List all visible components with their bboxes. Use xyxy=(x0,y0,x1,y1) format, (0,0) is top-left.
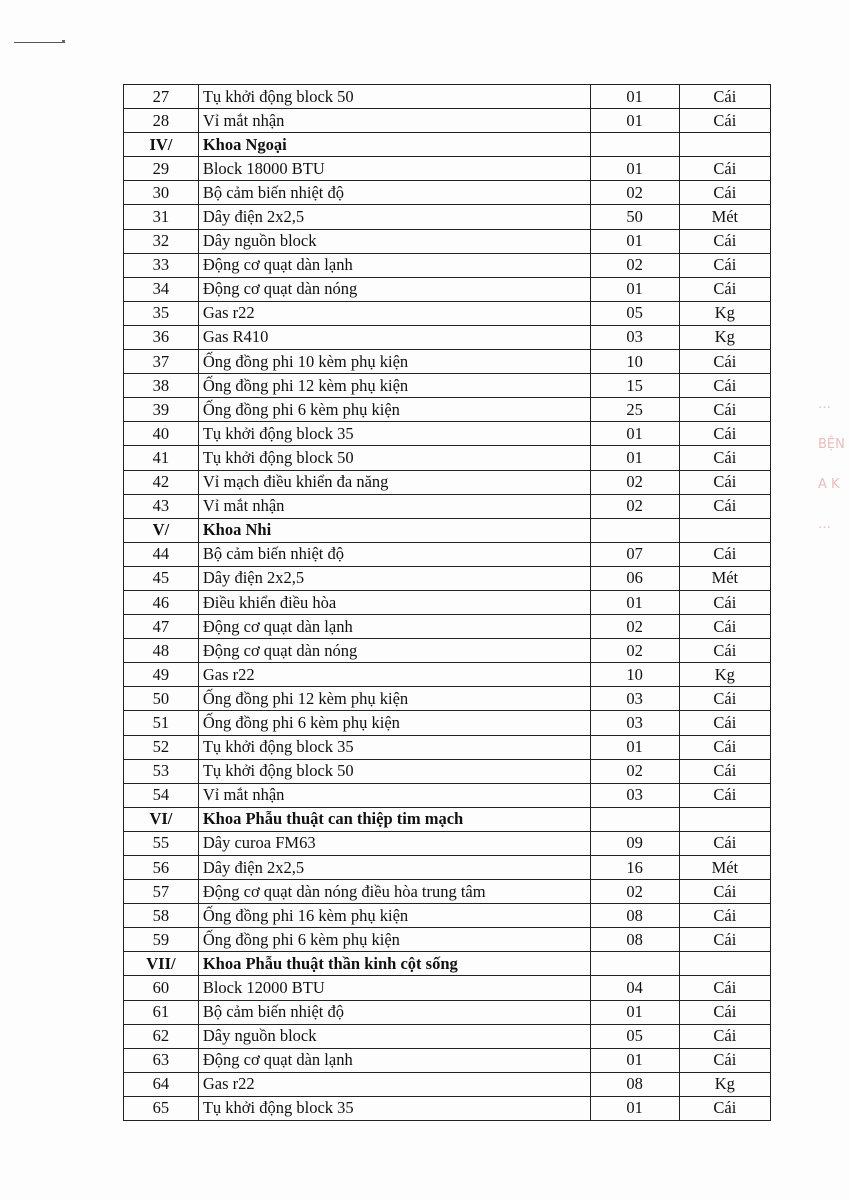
quantity-cell: 01 xyxy=(590,277,679,301)
unit-cell: Cái xyxy=(679,904,770,928)
unit-cell: Mét xyxy=(679,205,770,229)
unit-cell xyxy=(679,952,770,976)
stt-cell: 36 xyxy=(124,325,199,349)
table-row xyxy=(124,904,771,928)
stt-cell: V/ xyxy=(124,518,199,542)
unit-cell xyxy=(679,518,770,542)
quantity-cell: 03 xyxy=(590,783,679,807)
table-row xyxy=(124,1000,771,1024)
table-row xyxy=(124,1096,771,1120)
item-name-cell: Gas r22 xyxy=(198,1072,590,1096)
equipment-table xyxy=(123,84,771,1121)
table-row xyxy=(124,470,771,494)
stt-cell: 27 xyxy=(124,85,199,109)
item-name-cell: Tụ khởi động block 35 xyxy=(198,735,590,759)
stt-cell: 28 xyxy=(124,109,199,133)
item-name-cell: Ống đồng phi 6 kèm phụ kiện xyxy=(198,398,590,422)
quantity-cell: 02 xyxy=(590,494,679,518)
stt-cell: 40 xyxy=(124,422,199,446)
item-name-cell: Dây curoa FM63 xyxy=(198,831,590,855)
table-row xyxy=(124,542,771,566)
unit-cell: Kg xyxy=(679,1072,770,1096)
item-name-cell: Động cơ quạt dàn lạnh xyxy=(198,615,590,639)
stt-cell: VI/ xyxy=(124,807,199,831)
quantity-cell: 10 xyxy=(590,663,679,687)
unit-cell: Mét xyxy=(679,566,770,590)
table-row xyxy=(124,494,771,518)
section-row xyxy=(124,952,771,976)
quantity-cell: 01 xyxy=(590,85,679,109)
quantity-cell xyxy=(590,807,679,831)
table-row xyxy=(124,831,771,855)
stt-cell: 54 xyxy=(124,783,199,807)
stt-cell: 46 xyxy=(124,590,199,614)
unit-cell: Cái xyxy=(679,590,770,614)
table-row xyxy=(124,301,771,325)
table-row xyxy=(124,735,771,759)
table-row xyxy=(124,109,771,133)
unit-cell: Mét xyxy=(679,856,770,880)
stt-cell: 35 xyxy=(124,301,199,325)
quantity-cell: 01 xyxy=(590,157,679,181)
quantity-cell: 03 xyxy=(590,325,679,349)
unit-cell xyxy=(679,133,770,157)
item-name-cell: Tụ khởi động block 35 xyxy=(198,1096,590,1120)
quantity-cell: 06 xyxy=(590,566,679,590)
item-name-cell: Vỉ mắt nhận xyxy=(198,109,590,133)
item-name-cell: Vỉ mắt nhận xyxy=(198,783,590,807)
stt-cell: 59 xyxy=(124,928,199,952)
stt-cell: 55 xyxy=(124,831,199,855)
table-row xyxy=(124,350,771,374)
stt-cell: 34 xyxy=(124,277,199,301)
seal-text: A K xyxy=(818,477,840,492)
quantity-cell: 01 xyxy=(590,1048,679,1072)
unit-cell: Kg xyxy=(679,663,770,687)
quantity-cell: 08 xyxy=(590,1072,679,1096)
stt-cell: 50 xyxy=(124,687,199,711)
table-row xyxy=(124,205,771,229)
table-row xyxy=(124,325,771,349)
unit-cell: Cái xyxy=(679,109,770,133)
table-row xyxy=(124,398,771,422)
item-name-cell: Vỉ mắt nhận xyxy=(198,494,590,518)
seal-text: … xyxy=(818,517,831,532)
item-name-cell: Tụ khởi động block 50 xyxy=(198,759,590,783)
quantity-cell: 08 xyxy=(590,904,679,928)
unit-cell: Cái xyxy=(679,85,770,109)
unit-cell: Cái xyxy=(679,157,770,181)
scan-dot xyxy=(62,40,65,43)
unit-cell: Cái xyxy=(679,615,770,639)
table-row xyxy=(124,976,771,1000)
stt-cell: 52 xyxy=(124,735,199,759)
stt-cell: 42 xyxy=(124,470,199,494)
quantity-cell: 50 xyxy=(590,205,679,229)
unit-cell: Cái xyxy=(679,783,770,807)
item-name-cell: Dây điện 2x2,5 xyxy=(198,566,590,590)
stt-cell: 61 xyxy=(124,1000,199,1024)
quantity-cell: 02 xyxy=(590,759,679,783)
quantity-cell: 25 xyxy=(590,398,679,422)
table-row xyxy=(124,1072,771,1096)
unit-cell: Cái xyxy=(679,229,770,253)
item-name-cell: Động cơ quạt dàn nóng xyxy=(198,277,590,301)
item-name-cell: Dây điện 2x2,5 xyxy=(198,205,590,229)
unit-cell: Cái xyxy=(679,277,770,301)
stt-cell: 64 xyxy=(124,1072,199,1096)
unit-cell: Cái xyxy=(679,374,770,398)
stt-cell: 38 xyxy=(124,374,199,398)
unit-cell: Cái xyxy=(679,711,770,735)
quantity-cell xyxy=(590,518,679,542)
stt-cell: 29 xyxy=(124,157,199,181)
stt-cell: 45 xyxy=(124,566,199,590)
table-row xyxy=(124,615,771,639)
item-name-cell: Dây điện 2x2,5 xyxy=(198,856,590,880)
stt-cell: 48 xyxy=(124,639,199,663)
item-name-cell: Dây nguồn block xyxy=(198,1024,590,1048)
quantity-cell: 10 xyxy=(590,350,679,374)
item-name-cell: Khoa Phẫu thuật thần kinh cột sống xyxy=(198,952,590,976)
table-row xyxy=(124,1048,771,1072)
table-row xyxy=(124,783,771,807)
stt-cell: 49 xyxy=(124,663,199,687)
table-row xyxy=(124,759,771,783)
item-name-cell: Ống đồng phi 6 kèm phụ kiện xyxy=(198,928,590,952)
scan-mark xyxy=(14,42,62,43)
quantity-cell: 16 xyxy=(590,856,679,880)
unit-cell: Cái xyxy=(679,1048,770,1072)
item-name-cell: Khoa Nhi xyxy=(198,518,590,542)
table-row xyxy=(124,229,771,253)
unit-cell: Cái xyxy=(679,687,770,711)
quantity-cell: 02 xyxy=(590,615,679,639)
item-name-cell: Động cơ quạt dàn nóng xyxy=(198,639,590,663)
table-row xyxy=(124,253,771,277)
table-row xyxy=(124,422,771,446)
table-row xyxy=(124,446,771,470)
stt-cell: 39 xyxy=(124,398,199,422)
seal-text: BỆN xyxy=(818,437,845,452)
table-row xyxy=(124,687,771,711)
section-row xyxy=(124,807,771,831)
stt-cell: 51 xyxy=(124,711,199,735)
unit-cell: Cái xyxy=(679,759,770,783)
quantity-cell: 03 xyxy=(590,687,679,711)
unit-cell: Kg xyxy=(679,325,770,349)
stt-cell: VII/ xyxy=(124,952,199,976)
seal-text: … xyxy=(818,397,831,412)
unit-cell: Cái xyxy=(679,494,770,518)
quantity-cell xyxy=(590,952,679,976)
unit-cell: Cái xyxy=(679,253,770,277)
stt-cell: 30 xyxy=(124,181,199,205)
unit-cell: Cái xyxy=(679,639,770,663)
stt-cell: 53 xyxy=(124,759,199,783)
item-name-cell: Gas r22 xyxy=(198,301,590,325)
item-name-cell: Ống đồng phi 16 kèm phụ kiện xyxy=(198,904,590,928)
unit-cell: Cái xyxy=(679,735,770,759)
quantity-cell: 01 xyxy=(590,446,679,470)
section-row xyxy=(124,133,771,157)
item-name-cell: Dây nguồn block xyxy=(198,229,590,253)
table-row xyxy=(124,928,771,952)
quantity-cell: 01 xyxy=(590,590,679,614)
stt-cell: 63 xyxy=(124,1048,199,1072)
quantity-cell: 15 xyxy=(590,374,679,398)
equipment-table-body xyxy=(124,85,771,1121)
unit-cell: Cái xyxy=(679,446,770,470)
unit-cell: Cái xyxy=(679,1024,770,1048)
stt-cell: 31 xyxy=(124,205,199,229)
unit-cell: Cái xyxy=(679,976,770,1000)
item-name-cell: Gas R410 xyxy=(198,325,590,349)
item-name-cell: Ống đồng phi 12 kèm phụ kiện xyxy=(198,687,590,711)
unit-cell xyxy=(679,807,770,831)
table-row xyxy=(124,374,771,398)
item-name-cell: Block 12000 BTU xyxy=(198,976,590,1000)
table-row xyxy=(124,1024,771,1048)
item-name-cell: Ống đồng phi 6 kèm phụ kiện xyxy=(198,711,590,735)
section-row xyxy=(124,518,771,542)
unit-cell: Cái xyxy=(679,880,770,904)
quantity-cell: 01 xyxy=(590,422,679,446)
item-name-cell: Bộ cảm biến nhiệt độ xyxy=(198,181,590,205)
item-name-cell: Tụ khởi động block 50 xyxy=(198,446,590,470)
table-row xyxy=(124,181,771,205)
stt-cell: 47 xyxy=(124,615,199,639)
quantity-cell: 01 xyxy=(590,109,679,133)
table-row xyxy=(124,277,771,301)
item-name-cell: Ống đồng phi 12 kèm phụ kiện xyxy=(198,374,590,398)
item-name-cell: Tụ khởi động block 35 xyxy=(198,422,590,446)
unit-cell: Cái xyxy=(679,831,770,855)
stt-cell: 44 xyxy=(124,542,199,566)
item-name-cell: Vỉ mạch điều khiển đa năng xyxy=(198,470,590,494)
table-row xyxy=(124,639,771,663)
item-name-cell: Khoa Ngoại xyxy=(198,133,590,157)
stt-cell: 33 xyxy=(124,253,199,277)
table-row xyxy=(124,663,771,687)
quantity-cell: 04 xyxy=(590,976,679,1000)
item-name-cell: Ống đồng phi 10 kèm phụ kiện xyxy=(198,350,590,374)
quantity-cell: 02 xyxy=(590,181,679,205)
quantity-cell: 02 xyxy=(590,639,679,663)
quantity-cell: 05 xyxy=(590,301,679,325)
quantity-cell: 08 xyxy=(590,928,679,952)
stt-cell: 56 xyxy=(124,856,199,880)
red-seal-fragment xyxy=(818,385,849,532)
table-row xyxy=(124,880,771,904)
item-name-cell: Gas r22 xyxy=(198,663,590,687)
item-name-cell: Khoa Phẫu thuật can thiệp tim mạch xyxy=(198,807,590,831)
stt-cell: 60 xyxy=(124,976,199,1000)
stt-cell: 32 xyxy=(124,229,199,253)
table-row xyxy=(124,566,771,590)
table-row xyxy=(124,856,771,880)
table-row xyxy=(124,711,771,735)
stt-cell: 58 xyxy=(124,904,199,928)
quantity-cell: 05 xyxy=(590,1024,679,1048)
quantity-cell: 02 xyxy=(590,470,679,494)
item-name-cell: Tụ khởi động block 50 xyxy=(198,85,590,109)
stt-cell: 65 xyxy=(124,1096,199,1120)
unit-cell: Cái xyxy=(679,928,770,952)
quantity-cell: 07 xyxy=(590,542,679,566)
item-name-cell: Bộ cảm biến nhiệt độ xyxy=(198,542,590,566)
unit-cell: Cái xyxy=(679,181,770,205)
stt-cell: 41 xyxy=(124,446,199,470)
quantity-cell: 01 xyxy=(590,229,679,253)
quantity-cell: 01 xyxy=(590,1096,679,1120)
quantity-cell: 01 xyxy=(590,735,679,759)
item-name-cell: Điều khiển điều hòa xyxy=(198,590,590,614)
table-row xyxy=(124,157,771,181)
stt-cell: 62 xyxy=(124,1024,199,1048)
item-name-cell: Bộ cảm biến nhiệt độ xyxy=(198,1000,590,1024)
quantity-cell: 03 xyxy=(590,711,679,735)
unit-cell: Kg xyxy=(679,301,770,325)
stt-cell: IV/ xyxy=(124,133,199,157)
quantity-cell xyxy=(590,133,679,157)
unit-cell: Cái xyxy=(679,422,770,446)
item-name-cell: Động cơ quạt dàn lạnh xyxy=(198,253,590,277)
unit-cell: Cái xyxy=(679,1096,770,1120)
item-name-cell: Động cơ quạt dàn nóng điều hòa trung tâm xyxy=(198,880,590,904)
stt-cell: 37 xyxy=(124,350,199,374)
stt-cell: 57 xyxy=(124,880,199,904)
unit-cell: Cái xyxy=(679,1000,770,1024)
quantity-cell: 01 xyxy=(590,1000,679,1024)
item-name-cell: Động cơ quạt dàn lạnh xyxy=(198,1048,590,1072)
quantity-cell: 02 xyxy=(590,253,679,277)
unit-cell: Cái xyxy=(679,542,770,566)
stt-cell: 43 xyxy=(124,494,199,518)
unit-cell: Cái xyxy=(679,470,770,494)
table-row xyxy=(124,85,771,109)
quantity-cell: 09 xyxy=(590,831,679,855)
quantity-cell: 02 xyxy=(590,880,679,904)
unit-cell: Cái xyxy=(679,350,770,374)
table-row xyxy=(124,590,771,614)
item-name-cell: Block 18000 BTU xyxy=(198,157,590,181)
unit-cell: Cái xyxy=(679,398,770,422)
